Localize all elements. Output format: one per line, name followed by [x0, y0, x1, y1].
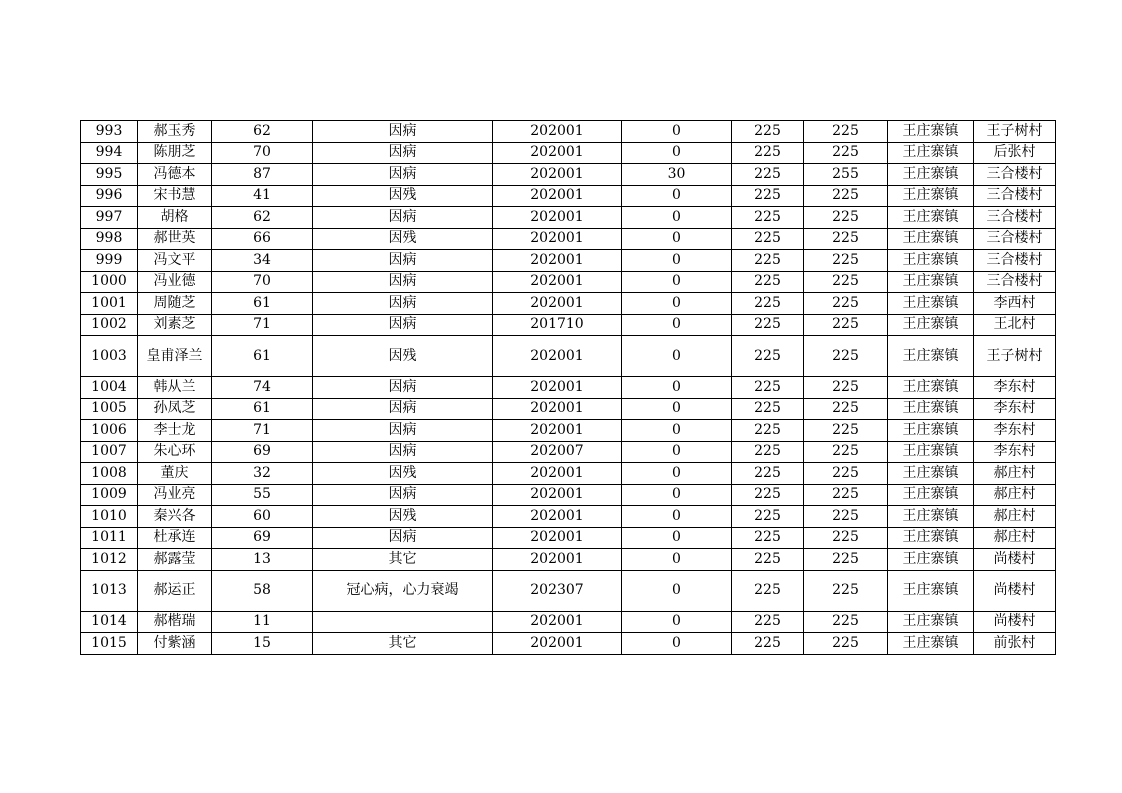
cell-village: 李西村 [974, 293, 1056, 315]
cell-standard: 225 [732, 420, 804, 442]
cell-amount: 225 [804, 185, 888, 207]
cell-extra: 0 [622, 293, 732, 315]
cell-age: 13 [212, 549, 313, 571]
cell-standard: 225 [732, 314, 804, 336]
cell-reason: 其它 [313, 633, 493, 655]
cell-name: 董庆 [138, 463, 212, 485]
cell-standard: 225 [732, 611, 804, 633]
cell-name: 宋书慧 [138, 185, 212, 207]
cell-town: 王庄寨镇 [888, 463, 974, 485]
cell-date: 202001 [493, 420, 622, 442]
cell-id: 1014 [81, 611, 138, 633]
cell-age: 60 [212, 506, 313, 528]
cell-village: 后张村 [974, 142, 1056, 164]
cell-town: 王庄寨镇 [888, 293, 974, 315]
cell-village: 尚楼村 [974, 570, 1056, 611]
cell-date: 202001 [493, 164, 622, 186]
cell-id: 1009 [81, 484, 138, 506]
cell-name: 胡格 [138, 207, 212, 229]
cell-age: 61 [212, 398, 313, 420]
cell-age: 71 [212, 420, 313, 442]
cell-id: 993 [81, 121, 138, 143]
table-row [81, 611, 1056, 633]
table-row [81, 484, 1056, 506]
table-row [81, 164, 1056, 186]
cell-standard: 225 [732, 164, 804, 186]
cell-date: 202001 [493, 207, 622, 229]
cell-extra: 0 [622, 420, 732, 442]
cell-name: 郝玉秀 [138, 121, 212, 143]
cell-standard: 225 [732, 570, 804, 611]
cell-date: 202307 [493, 570, 622, 611]
cell-name: 付紫涵 [138, 633, 212, 655]
cell-standard: 225 [732, 398, 804, 420]
cell-standard: 225 [732, 463, 804, 485]
cell-extra: 0 [622, 185, 732, 207]
cell-extra: 0 [622, 506, 732, 528]
cell-village: 王子树村 [974, 336, 1056, 377]
table-row [81, 420, 1056, 442]
cell-amount: 225 [804, 228, 888, 250]
cell-id: 1007 [81, 441, 138, 463]
cell-reason: 因病 [313, 271, 493, 293]
table-row [81, 142, 1056, 164]
cell-reason: 因病 [313, 420, 493, 442]
cell-id: 1002 [81, 314, 138, 336]
cell-standard: 225 [732, 633, 804, 655]
table-row [81, 271, 1056, 293]
cell-extra: 0 [622, 484, 732, 506]
cell-village: 尚楼村 [974, 549, 1056, 571]
cell-name: 李士龙 [138, 420, 212, 442]
cell-id: 1015 [81, 633, 138, 655]
cell-age: 41 [212, 185, 313, 207]
cell-age: 61 [212, 336, 313, 377]
table-row [81, 207, 1056, 229]
cell-age: 61 [212, 293, 313, 315]
cell-reason: 因病 [313, 164, 493, 186]
cell-village: 前张村 [974, 633, 1056, 655]
cell-town: 王庄寨镇 [888, 207, 974, 229]
cell-reason: 因病 [313, 377, 493, 399]
cell-date: 202001 [493, 506, 622, 528]
cell-amount: 225 [804, 420, 888, 442]
cell-amount: 255 [804, 164, 888, 186]
cell-name: 冯文平 [138, 250, 212, 272]
cell-town: 王庄寨镇 [888, 420, 974, 442]
cell-town: 王庄寨镇 [888, 398, 974, 420]
cell-standard: 225 [732, 185, 804, 207]
cell-standard: 225 [732, 121, 804, 143]
cell-amount: 225 [804, 611, 888, 633]
cell-age: 66 [212, 228, 313, 250]
cell-reason: 因病 [313, 527, 493, 549]
cell-reason: 因病 [313, 121, 493, 143]
cell-age: 34 [212, 250, 313, 272]
cell-date: 202007 [493, 441, 622, 463]
cell-amount: 225 [804, 271, 888, 293]
cell-amount: 225 [804, 527, 888, 549]
cell-amount: 225 [804, 441, 888, 463]
cell-standard: 225 [732, 336, 804, 377]
cell-amount: 225 [804, 506, 888, 528]
cell-extra: 30 [622, 164, 732, 186]
cell-age: 71 [212, 314, 313, 336]
table-row [81, 336, 1056, 377]
cell-town: 王庄寨镇 [888, 570, 974, 611]
cell-age: 69 [212, 527, 313, 549]
cell-town: 王庄寨镇 [888, 121, 974, 143]
cell-date: 202001 [493, 377, 622, 399]
table-row [81, 121, 1056, 143]
cell-date: 202001 [493, 527, 622, 549]
cell-extra: 0 [622, 121, 732, 143]
cell-reason: 因残 [313, 185, 493, 207]
cell-age: 70 [212, 142, 313, 164]
cell-village: 郝庄村 [974, 506, 1056, 528]
cell-extra: 0 [622, 549, 732, 571]
cell-name: 冯业亮 [138, 484, 212, 506]
cell-extra: 0 [622, 207, 732, 229]
cell-extra: 0 [622, 336, 732, 377]
cell-name: 秦兴各 [138, 506, 212, 528]
cell-amount: 225 [804, 570, 888, 611]
cell-date: 202001 [493, 271, 622, 293]
cell-town: 王庄寨镇 [888, 611, 974, 633]
table-row [81, 293, 1056, 315]
cell-amount: 225 [804, 336, 888, 377]
cell-id: 997 [81, 207, 138, 229]
cell-name: 孙凤芝 [138, 398, 212, 420]
cell-village: 郝庄村 [974, 484, 1056, 506]
cell-age: 62 [212, 207, 313, 229]
table-row [81, 377, 1056, 399]
cell-id: 1004 [81, 377, 138, 399]
cell-village: 王子树村 [974, 121, 1056, 143]
cell-date: 202001 [493, 293, 622, 315]
table-row [81, 250, 1056, 272]
cell-village: 李东村 [974, 398, 1056, 420]
cell-extra: 0 [622, 463, 732, 485]
cell-id: 999 [81, 250, 138, 272]
cell-reason: 因病 [313, 207, 493, 229]
cell-extra: 0 [622, 441, 732, 463]
cell-id: 1011 [81, 527, 138, 549]
cell-reason: 因病 [313, 484, 493, 506]
cell-age: 62 [212, 121, 313, 143]
cell-standard: 225 [732, 228, 804, 250]
cell-extra: 0 [622, 377, 732, 399]
cell-village: 郝庄村 [974, 463, 1056, 485]
cell-age: 69 [212, 441, 313, 463]
cell-date: 202001 [493, 336, 622, 377]
cell-id: 995 [81, 164, 138, 186]
cell-standard: 225 [732, 271, 804, 293]
cell-reason: 因残 [313, 228, 493, 250]
table-body [81, 121, 1056, 655]
cell-town: 王庄寨镇 [888, 484, 974, 506]
cell-amount: 225 [804, 463, 888, 485]
cell-town: 王庄寨镇 [888, 527, 974, 549]
cell-reason: 因病 [313, 398, 493, 420]
cell-town: 王庄寨镇 [888, 271, 974, 293]
table-row [81, 441, 1056, 463]
table-row [81, 185, 1056, 207]
cell-village: 三合楼村 [974, 185, 1056, 207]
cell-id: 1008 [81, 463, 138, 485]
cell-date: 202001 [493, 484, 622, 506]
cell-name: 冯业德 [138, 271, 212, 293]
cell-reason: 因残 [313, 336, 493, 377]
cell-town: 王庄寨镇 [888, 441, 974, 463]
cell-town: 王庄寨镇 [888, 633, 974, 655]
cell-age: 32 [212, 463, 313, 485]
cell-standard: 225 [732, 484, 804, 506]
cell-date: 202001 [493, 250, 622, 272]
cell-amount: 225 [804, 633, 888, 655]
cell-standard: 225 [732, 441, 804, 463]
cell-village: 李东村 [974, 420, 1056, 442]
cell-date: 202001 [493, 633, 622, 655]
table-row [81, 314, 1056, 336]
table-row [81, 506, 1056, 528]
table-row [81, 570, 1056, 611]
cell-standard: 225 [732, 377, 804, 399]
cell-village: 三合楼村 [974, 271, 1056, 293]
cell-extra: 0 [622, 570, 732, 611]
cell-date: 202001 [493, 463, 622, 485]
cell-village: 三合楼村 [974, 207, 1056, 229]
cell-date: 202001 [493, 185, 622, 207]
cell-date: 201710 [493, 314, 622, 336]
cell-amount: 225 [804, 121, 888, 143]
cell-standard: 225 [732, 142, 804, 164]
cell-amount: 225 [804, 314, 888, 336]
cell-id: 1005 [81, 398, 138, 420]
cell-name: 韩从兰 [138, 377, 212, 399]
cell-standard: 225 [732, 527, 804, 549]
cell-name: 郝露莹 [138, 549, 212, 571]
cell-amount: 225 [804, 142, 888, 164]
cell-id: 996 [81, 185, 138, 207]
cell-town: 王庄寨镇 [888, 228, 974, 250]
cell-age: 55 [212, 484, 313, 506]
cell-id: 994 [81, 142, 138, 164]
cell-name: 周随芝 [138, 293, 212, 315]
cell-extra: 0 [622, 611, 732, 633]
cell-name: 杜承连 [138, 527, 212, 549]
cell-town: 王庄寨镇 [888, 377, 974, 399]
recipient-table [80, 120, 1056, 655]
cell-name: 刘素芝 [138, 314, 212, 336]
cell-amount: 225 [804, 207, 888, 229]
cell-town: 王庄寨镇 [888, 164, 974, 186]
cell-standard: 225 [732, 207, 804, 229]
cell-id: 1012 [81, 549, 138, 571]
cell-reason: 因病 [313, 142, 493, 164]
cell-village: 三合楼村 [974, 228, 1056, 250]
table-row [81, 463, 1056, 485]
cell-id: 1006 [81, 420, 138, 442]
cell-amount: 225 [804, 484, 888, 506]
cell-name: 郝世英 [138, 228, 212, 250]
cell-reason: 因病 [313, 293, 493, 315]
cell-standard: 225 [732, 549, 804, 571]
cell-extra: 0 [622, 398, 732, 420]
cell-date: 202001 [493, 549, 622, 571]
cell-village: 郝庄村 [974, 527, 1056, 549]
cell-reason: 因病 [313, 250, 493, 272]
cell-extra: 0 [622, 228, 732, 250]
cell-name: 朱心环 [138, 441, 212, 463]
cell-date: 202001 [493, 121, 622, 143]
table-row [81, 398, 1056, 420]
cell-reason [313, 611, 493, 633]
cell-name: 郝楷瑞 [138, 611, 212, 633]
cell-standard: 225 [732, 250, 804, 272]
table-row [81, 633, 1056, 655]
cell-town: 王庄寨镇 [888, 506, 974, 528]
cell-village: 尚楼村 [974, 611, 1056, 633]
cell-village: 三合楼村 [974, 164, 1056, 186]
cell-reason: 因残 [313, 506, 493, 528]
cell-amount: 225 [804, 398, 888, 420]
cell-age: 58 [212, 570, 313, 611]
cell-name: 郝运正 [138, 570, 212, 611]
cell-age: 87 [212, 164, 313, 186]
cell-age: 15 [212, 633, 313, 655]
cell-extra: 0 [622, 314, 732, 336]
cell-amount: 225 [804, 250, 888, 272]
cell-age: 74 [212, 377, 313, 399]
cell-town: 王庄寨镇 [888, 185, 974, 207]
cell-amount: 225 [804, 549, 888, 571]
cell-id: 1001 [81, 293, 138, 315]
cell-id: 1000 [81, 271, 138, 293]
cell-date: 202001 [493, 611, 622, 633]
table-row [81, 527, 1056, 549]
cell-extra: 0 [622, 142, 732, 164]
cell-name: 陈朋芝 [138, 142, 212, 164]
cell-id: 1013 [81, 570, 138, 611]
table-row [81, 228, 1056, 250]
cell-id: 1010 [81, 506, 138, 528]
cell-extra: 0 [622, 527, 732, 549]
cell-date: 202001 [493, 398, 622, 420]
cell-town: 王庄寨镇 [888, 142, 974, 164]
cell-village: 王北村 [974, 314, 1056, 336]
cell-reason: 因病 [313, 441, 493, 463]
cell-reason: 因病 [313, 314, 493, 336]
cell-age: 70 [212, 271, 313, 293]
cell-extra: 0 [622, 250, 732, 272]
cell-town: 王庄寨镇 [888, 549, 974, 571]
cell-village: 李东村 [974, 441, 1056, 463]
cell-extra: 0 [622, 633, 732, 655]
cell-date: 202001 [493, 228, 622, 250]
cell-reason: 冠心病，心力衰竭 [313, 570, 493, 611]
cell-age: 11 [212, 611, 313, 633]
cell-amount: 225 [804, 293, 888, 315]
cell-id: 998 [81, 228, 138, 250]
cell-town: 王庄寨镇 [888, 336, 974, 377]
cell-town: 王庄寨镇 [888, 314, 974, 336]
cell-reason: 因残 [313, 463, 493, 485]
cell-village: 李东村 [974, 377, 1056, 399]
table-row [81, 549, 1056, 571]
cell-name: 皇甫泽兰 [138, 336, 212, 377]
cell-amount: 225 [804, 377, 888, 399]
cell-reason: 其它 [313, 549, 493, 571]
cell-village: 三合楼村 [974, 250, 1056, 272]
cell-town: 王庄寨镇 [888, 250, 974, 272]
cell-standard: 225 [732, 293, 804, 315]
cell-extra: 0 [622, 271, 732, 293]
cell-id: 1003 [81, 336, 138, 377]
cell-standard: 225 [732, 506, 804, 528]
cell-name: 冯德本 [138, 164, 212, 186]
cell-date: 202001 [493, 142, 622, 164]
